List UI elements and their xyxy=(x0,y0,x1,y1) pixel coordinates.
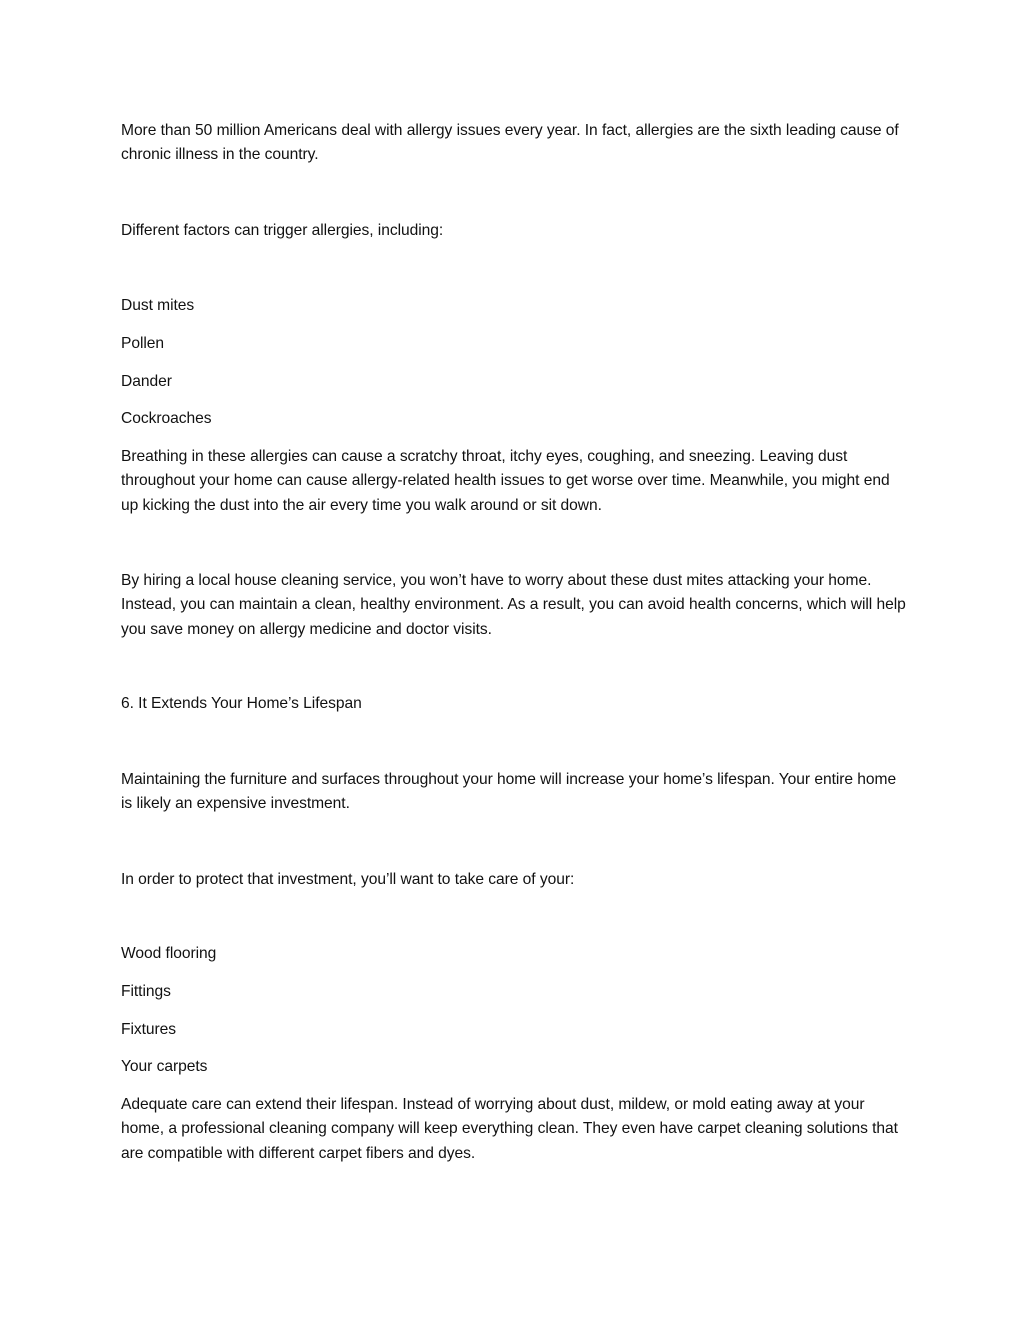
list-item-dander: Dander xyxy=(121,373,172,390)
triggers-intro: Different factors can trigger allergies, including: xyxy=(121,222,444,239)
list-item-wood-flooring: Wood flooring xyxy=(121,945,217,962)
adequate-care-paragraph: Adequate care can extend their lifespan. Instead of worrying about dust, mildew, or mold eating away at your home, a professional cleaning company will keep everything clean. They even have carpet cleaning solutions that are compatible with different carpet fibers and dyes. xyxy=(121,1096,898,1162)
list-item-dust-mites: Dust mites xyxy=(121,297,195,314)
section-heading: 6. It Extends Your Home’s Lifespan xyxy=(121,695,362,712)
list-item-cockroaches: Cockroaches xyxy=(121,410,212,427)
hiring-paragraph: By hiring a local house cleaning service, you won’t have to worry about these dust mites attacking your home. Instead, you can maintain a clean, healthy environment. As a result, you can avoid health concerns, which will help you save money on allergy medicine and doctor visits. xyxy=(121,572,906,638)
maintaining-paragraph: Maintaining the furniture and surfaces throughout your home will increase your home’s lifespan. Your entire home is likely an expensive investment. xyxy=(121,771,897,813)
protect-intro: In order to protect that investment, you’ll want to take care of your: xyxy=(121,871,575,888)
list-item-pollen: Pollen xyxy=(121,335,165,352)
intro-paragraph: More than 50 million Americans deal with allergy issues every year. In fact, allergies are the sixth leading cause of chronic illness in the country. xyxy=(121,122,899,164)
list-item-fixtures: Fixtures xyxy=(121,1021,177,1038)
breathing-paragraph: Breathing in these allergies can cause a scratchy throat, itchy eyes, coughing, and sneezing. Leaving dust throughout your home can cause allergy-related health issues to get worse over time. Meanwhile, you might end up kicking the dust into the air every time you walk around or sit down. xyxy=(121,448,890,514)
list-item-your-carpets: Your carpets xyxy=(121,1058,208,1075)
list-item-fittings: Fittings xyxy=(121,983,171,1000)
